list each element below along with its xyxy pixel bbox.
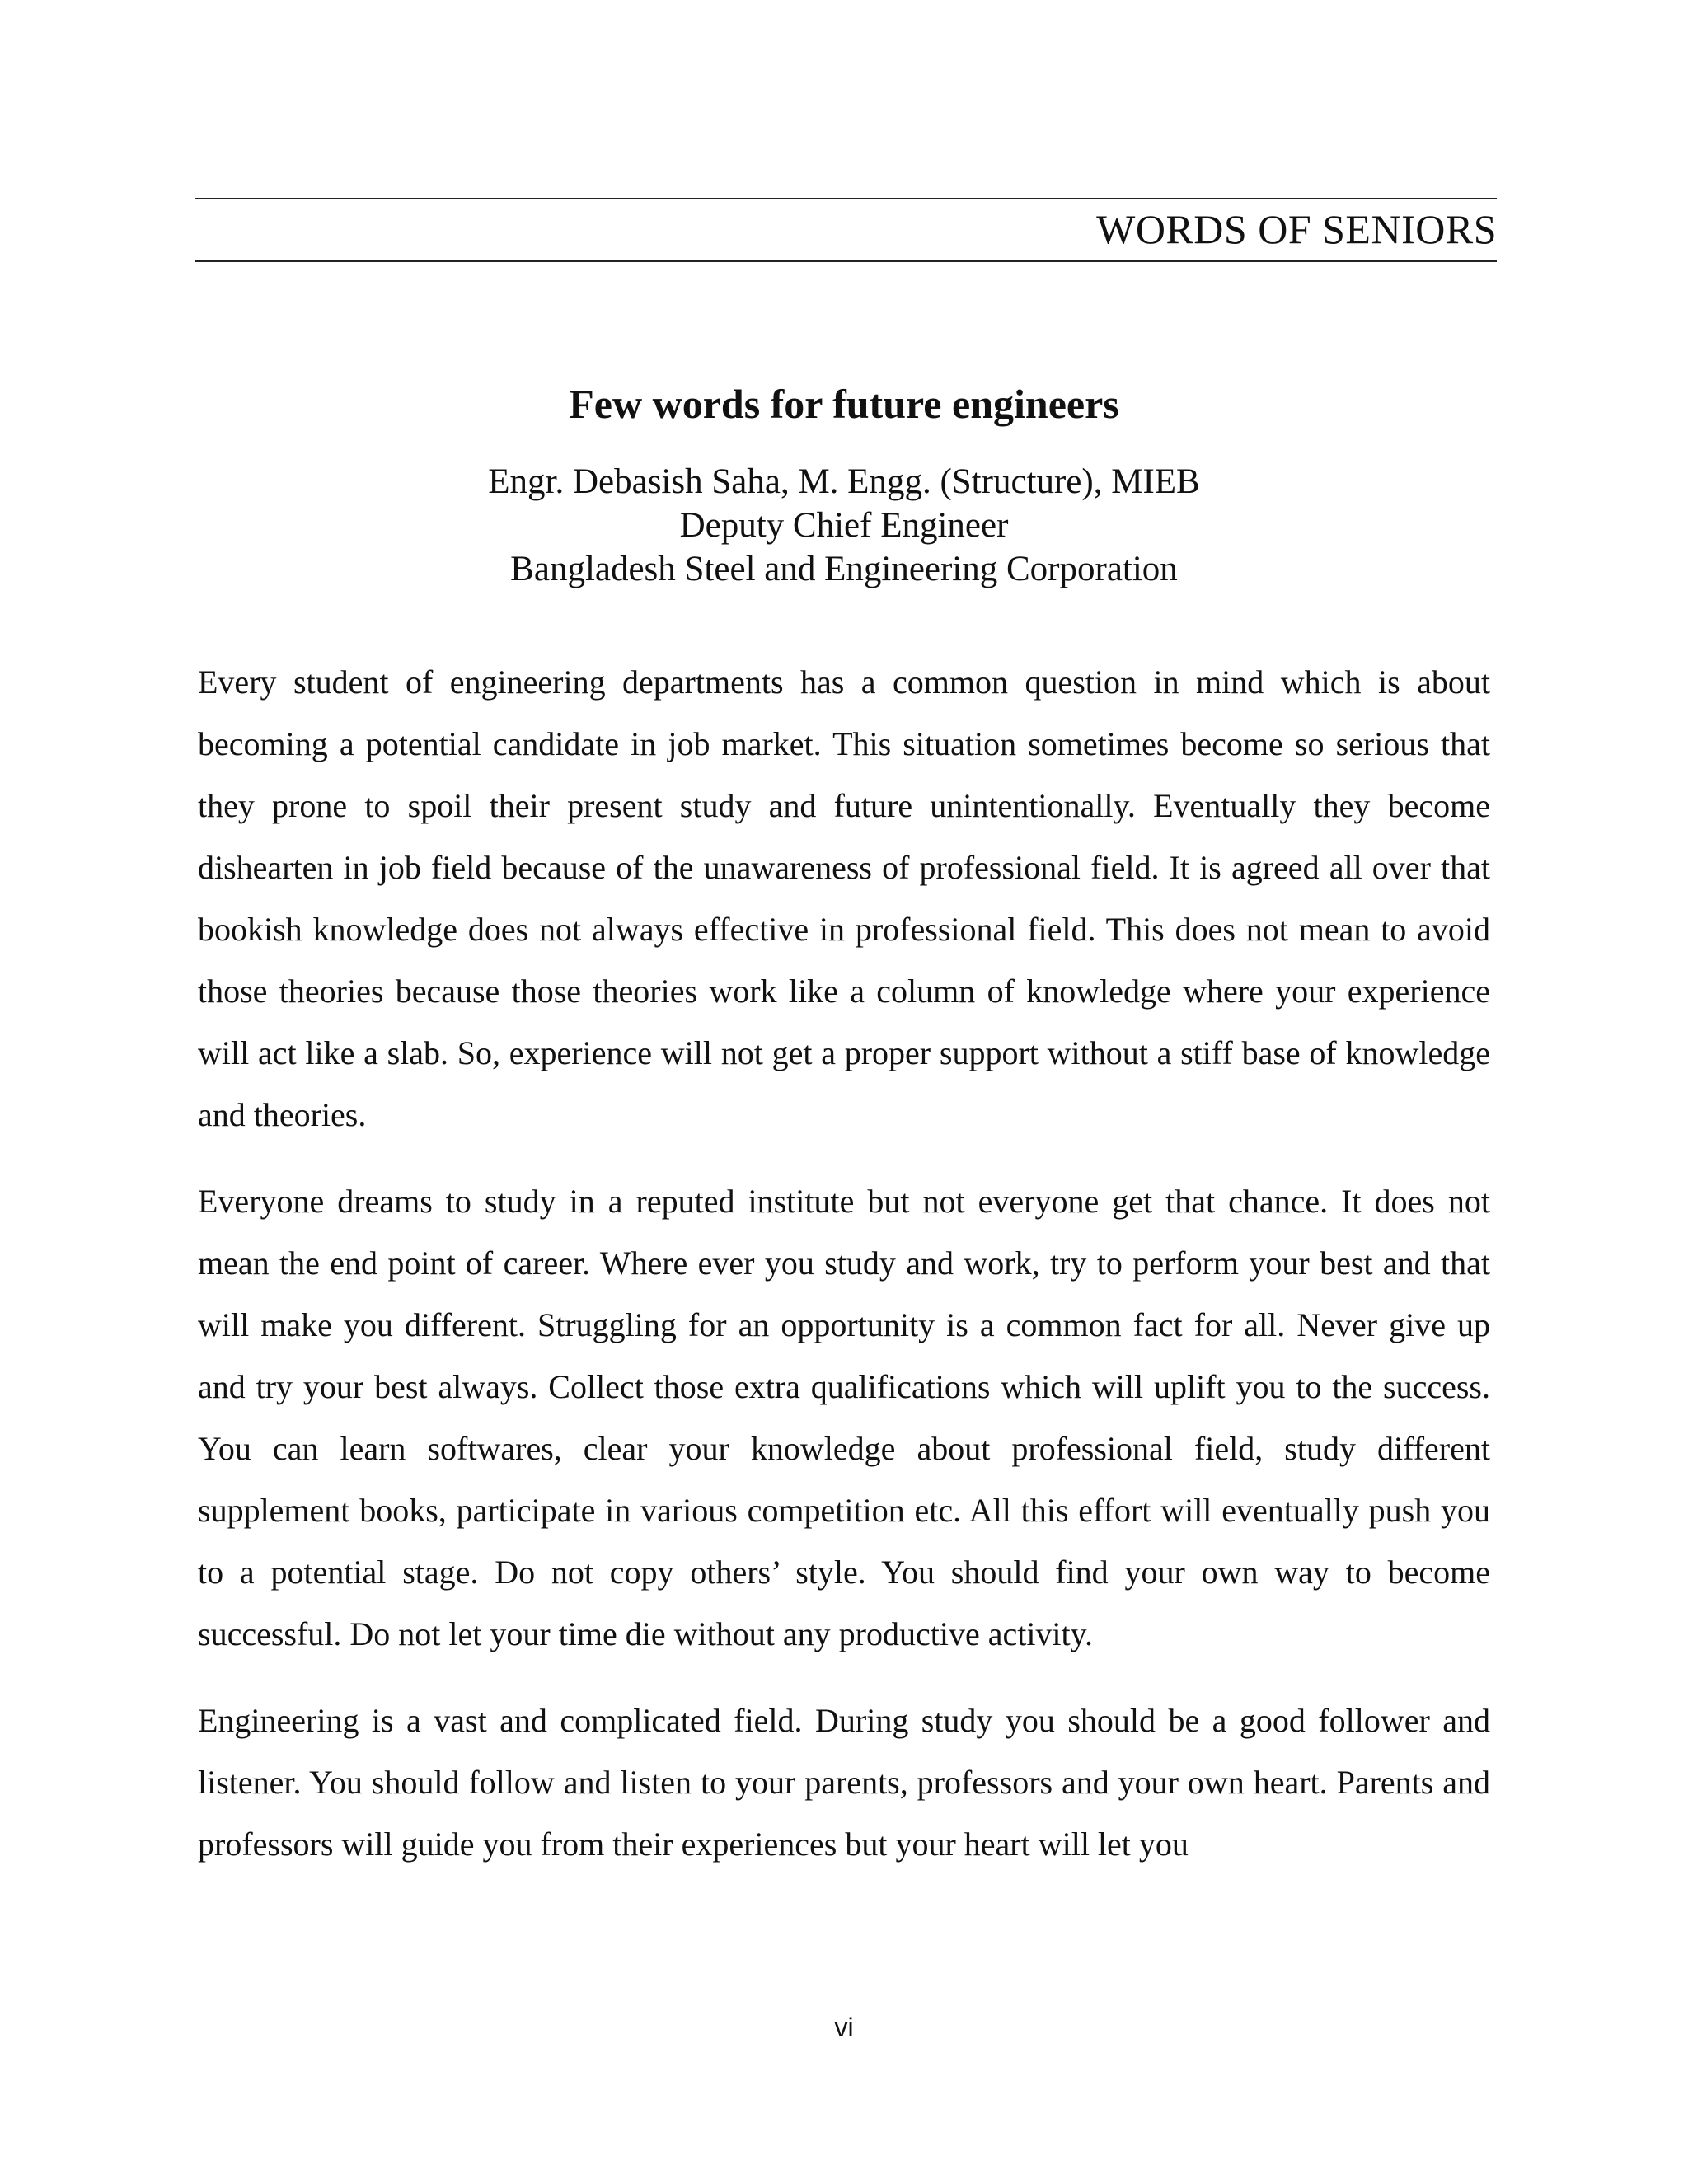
author-byline (0, 460, 1688, 591)
article-body (198, 651, 1490, 1900)
author-organization: Bangladesh Steel and Engineering Corporation (510, 550, 1178, 588)
article-title: Few words for future engineers (569, 381, 1119, 427)
paragraph: Everyone dreams to study in a reputed institute but not everyone get that chance. It does not mean the end point of career. Where ever you study and work, try to perform your best and that will make you different. Struggling for an opportunity is a common fact for all. Never give up and try your best always. Collect those extra qualifications which will uplift you to the success. You can learn softwares, clear your knowledge about professional field, study different supplement books, participate in various competition etc. All this effort will eventually push you to a potential stage. Do not copy others’ style. You should find your own way to become successful. Do not let your time die without any productive activity. (198, 1183, 1490, 1652)
paragraph: Every student of engineering departments has a common question in mind which is about becoming a potential candidate in job market. This situation sometimes become so serious that they prone to spoil their present study and future unintentionally. Eventually they become dishearten in job field because of the unawareness of professional field. It is agreed all over that bookish knowledge does not always effective in professional field. This does not mean to avoid those theories because those theories work like a column of knowledge where your experience will act like a slab. So, experience will not get a proper support without a stiff base of knowledge and theories. (198, 663, 1490, 1133)
author-name: Engr. Debasish Saha, M. Engg. (Structure), MIEB (488, 462, 1200, 501)
header-bottom-rule (195, 260, 1497, 262)
page-number: vi (834, 2013, 854, 2042)
paragraph: Engineering is a vast and complicated field. During study you should be a good follower and listener. You should follow and listen to your parents, professors and your own heart. Parents and professors will guide you from their experiences but your heart will let you (198, 1702, 1490, 1863)
author-position: Deputy Chief Engineer (679, 506, 1009, 545)
header-top-rule (195, 198, 1497, 199)
running-head: WORDS OF SENIORS (1096, 206, 1497, 252)
